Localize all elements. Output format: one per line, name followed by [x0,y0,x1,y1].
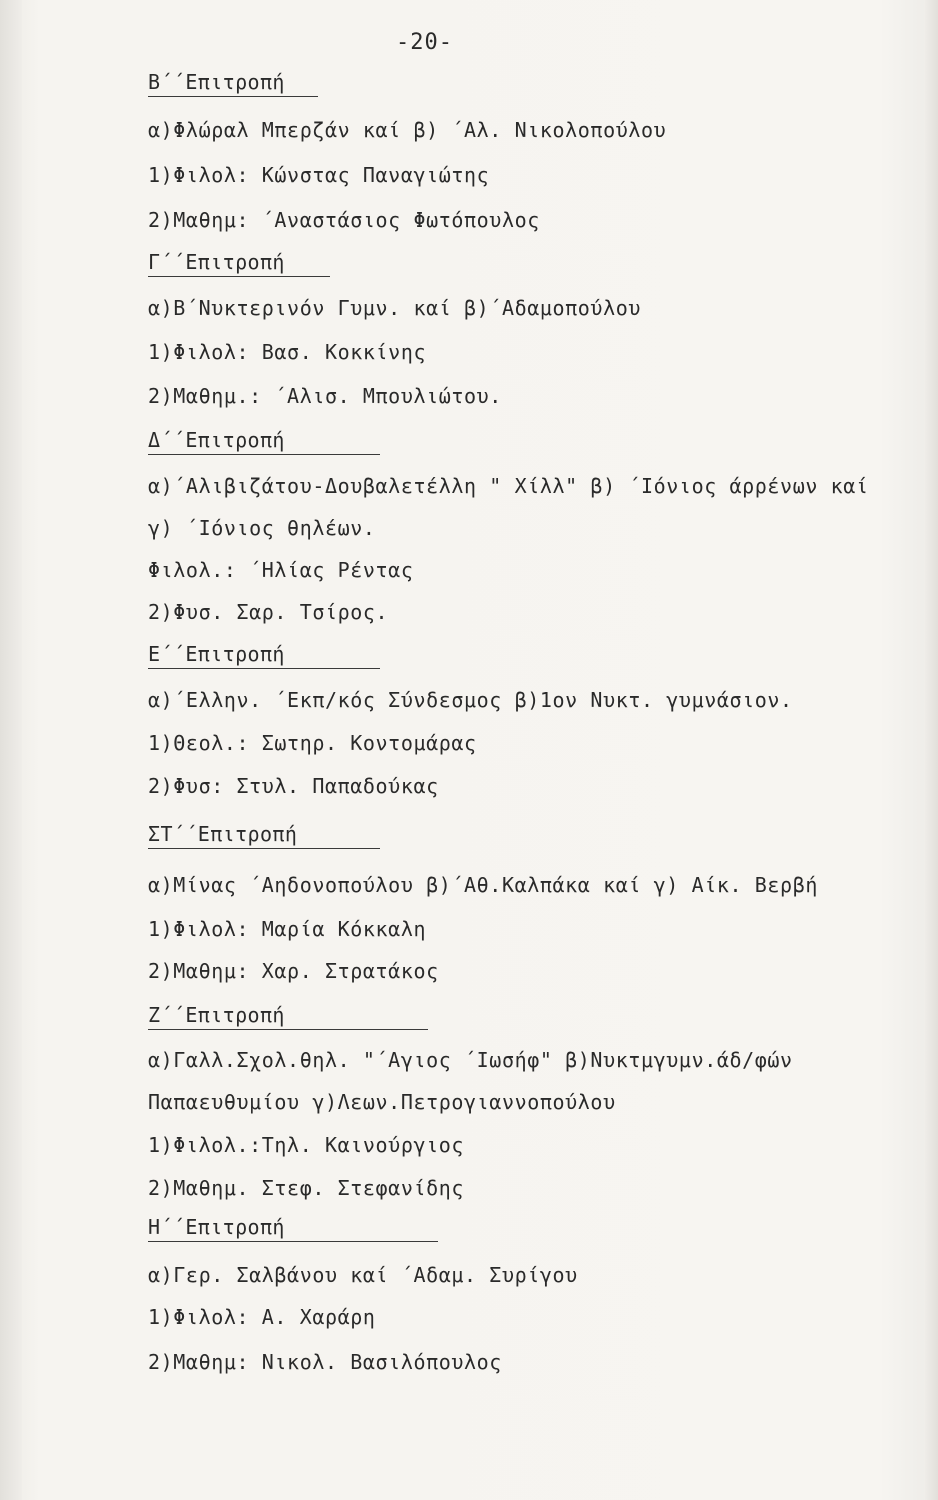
committee-heading: Ζ΄΄Επιτροπή [148,1003,285,1027]
committee-heading: ΣΤ΄΄Επιτροπή [148,822,298,846]
text-line: 1)Φιλολ: Βασ. Κοκκίνης [148,340,427,364]
committee-heading: Η΄΄Επιτροπή [148,1215,285,1239]
text-line: 2)Μαθημ. Στεφ. Στεφανίδης [148,1176,465,1200]
text-line: 2)Μαθημ.: ΄Αλισ. Μπουλιώτου. [148,384,502,408]
text-line: 1)Φιλολ: Μαρία Κόκκαλη [148,917,427,941]
text-line: α)Γερ. Σαλβάνου καί ΄Αδαμ. Συρίγου [148,1263,578,1287]
heading-underline [148,668,380,669]
committee-heading: Ε΄΄Επιτροπή [148,642,285,666]
text-line: α)΄Αλιβιζάτου-Δουβαλετέλλη " Χίλλ" β) ΄Ιόνιος άρρένων καί [148,474,869,498]
text-line: α)Μίνας ΄Αηδονοπούλου β)΄Αθ.Καλπάκα καί γ) Αίκ. Βερβή [148,873,818,897]
heading-underline [148,454,380,455]
text-line: 1)Φιλολ: Α. Χαράρη [148,1305,376,1329]
heading-underline [148,1029,428,1030]
text-line: α)Φλώραλ Μπερζάν καί β) ΄Αλ. Νικολοπούλου [148,118,667,142]
text-line: 2)Φυσ: Στυλ. Παπαδούκας [148,774,439,798]
text-line: Παπαευθυμίου γ)Λεων.Πετρογιαννοπούλου [148,1090,616,1114]
heading-underline [148,1241,438,1242]
text-line: α)Γαλλ.Σχολ.θηλ. "΄Αγιος ΄Ιωσήφ" β)Νυκτμγυμν.άδ/φών [148,1048,793,1072]
text-line: 2)Μαθημ: Νικολ. Βασιλόπουλος [148,1350,502,1374]
text-line: Φιλολ.: ΄Ηλίας Ρέντας [148,558,414,582]
text-line: γ) ΄Ιόνιος θηλέων. [148,516,376,540]
heading-underline [148,96,318,97]
text-line: 1)Θεολ.: Σωτηρ. Κοντομάρας [148,731,477,755]
text-line: 2)Μαθημ: Χαρ. Στρατάκος [148,959,439,983]
text-line: 1)Φιλολ: Κώνστας Παναγιώτης [148,163,490,187]
scan-right-edge [924,0,938,1500]
text-line: 2)Φυσ. Σαρ. Τσίρος. [148,600,389,624]
heading-underline [148,276,330,277]
scan-left-edge [0,0,22,1500]
text-line: α)Β΄Νυκτερινόν Γυμν. καί β)΄Αδαμοπούλου [148,296,641,320]
heading-underline [148,848,380,849]
text-line: 1)Φιλολ.:Τηλ. Καινούργιος [148,1133,465,1157]
committee-heading: Δ΄΄Επιτροπή [148,428,285,452]
text-line: 2)Μαθημ: ΄Αναστάσιος Φωτόπουλος [148,208,540,232]
committee-heading: Β΄΄Επιτροπή [148,70,285,94]
page-number: -20- [396,30,453,55]
committee-heading: Γ΄΄Επιτροπή [148,250,285,274]
text-line: α)΄Ελλην. ΄Εκπ/κός Σύνδεσμος β)1ον Νυκτ. γυμνάσιον. [148,688,793,712]
